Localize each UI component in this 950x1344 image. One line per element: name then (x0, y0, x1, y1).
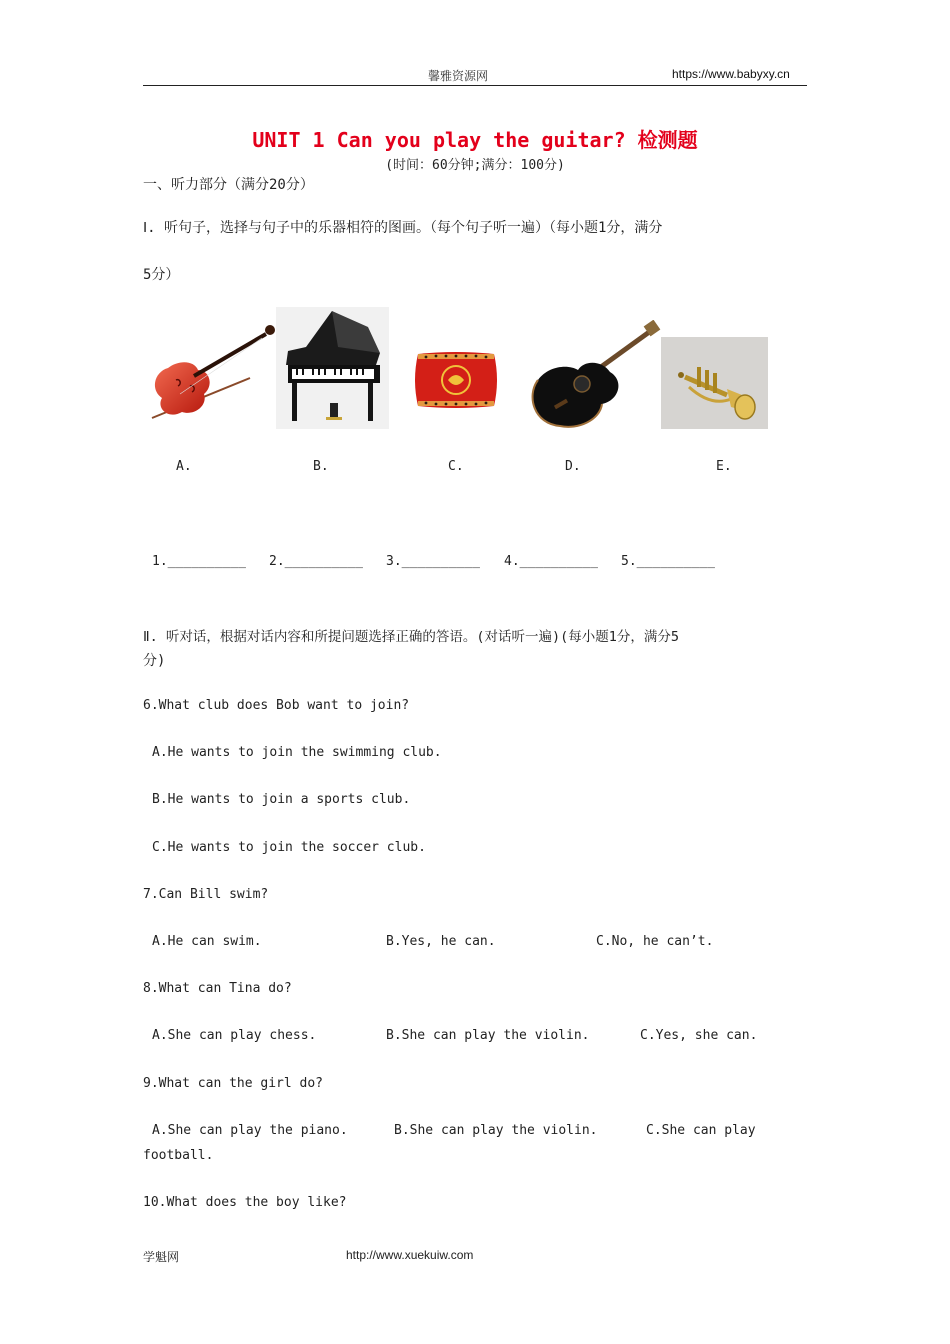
q9-option-c-cont: football. (143, 1148, 214, 1163)
piano-icon (276, 307, 389, 429)
image-label-c: C. (448, 459, 464, 474)
q9-option-c[interactable]: C.She can play (646, 1123, 756, 1138)
page-subtitle: (时间：60分钟;满分：100分) (385, 158, 565, 173)
guitar-icon (524, 320, 662, 430)
q9-option-a[interactable]: A.She can play the piano. (152, 1123, 348, 1138)
q6-option-a[interactable]: A.He wants to join the swimming club. (152, 745, 442, 760)
question-9: 9.What can the girl do? (143, 1076, 324, 1091)
q8-option-c[interactable]: C.Yes, she can. (640, 1028, 758, 1043)
footer-url[interactable]: http://www.xuekuiw.com (346, 1248, 474, 1262)
trumpet-icon (661, 337, 768, 429)
q8-option-b[interactable]: B.She can play the violin. (386, 1028, 590, 1043)
q8-option-a[interactable]: A.She can play chess. (152, 1028, 317, 1043)
answer-blank-2[interactable]: 2.__________ (269, 554, 363, 569)
drum-icon (414, 350, 498, 410)
page-title: UNIT 1 Can you play the guitar? 检测题 (252, 128, 698, 152)
question-8: 8.What can Tina do? (143, 981, 292, 996)
q9-option-b[interactable]: B.She can play the violin. (394, 1123, 598, 1138)
part1-instruction-cont: 5分） (143, 267, 180, 283)
violin-icon (150, 320, 278, 420)
answer-blank-5[interactable]: 5.__________ (621, 554, 715, 569)
image-label-e: E. (716, 459, 732, 474)
answer-blank-3[interactable]: 3.__________ (386, 554, 480, 569)
answer-blank-1[interactable]: 1.__________ (152, 554, 246, 569)
answer-blank-4[interactable]: 4.__________ (504, 554, 598, 569)
part2-instruction: Ⅱ. 听对话，根据对话内容和所提问题选择正确的答语。(对话听一遍)(每小题1分，满分5 (143, 629, 680, 645)
part2-instruction-cont: 分) (143, 653, 166, 669)
q7-option-c[interactable]: C.No, he can’t. (596, 934, 714, 949)
header-site-name: 馨雅资源网 (428, 69, 489, 83)
image-label-d: D. (565, 459, 581, 474)
q7-option-a[interactable]: A.He can swim. (152, 934, 262, 949)
part1-instruction: Ⅰ. 听句子，选择与句子中的乐器相符的图画。（每个句子听一遍）（每小题1分，满分 (143, 220, 663, 236)
question-7: 7.Can Bill swim? (143, 887, 269, 902)
section-heading: 一、听力部分（满分20分） (143, 177, 314, 193)
question-10: 10.What does the boy like? (143, 1195, 347, 1210)
footer-site-name: 学魁网 (143, 1250, 180, 1264)
image-label-b: B. (313, 459, 329, 474)
header-divider (143, 85, 807, 86)
q6-option-b[interactable]: B.He wants to join a sports club. (152, 792, 411, 807)
header-url[interactable]: https://www.babyxy.cn (672, 67, 790, 81)
question-6: 6.What club does Bob want to join? (143, 698, 410, 713)
q7-option-b[interactable]: B.Yes, he can. (386, 934, 496, 949)
image-label-a: A. (176, 459, 192, 474)
q6-option-c[interactable]: C.He wants to join the soccer club. (152, 840, 426, 855)
